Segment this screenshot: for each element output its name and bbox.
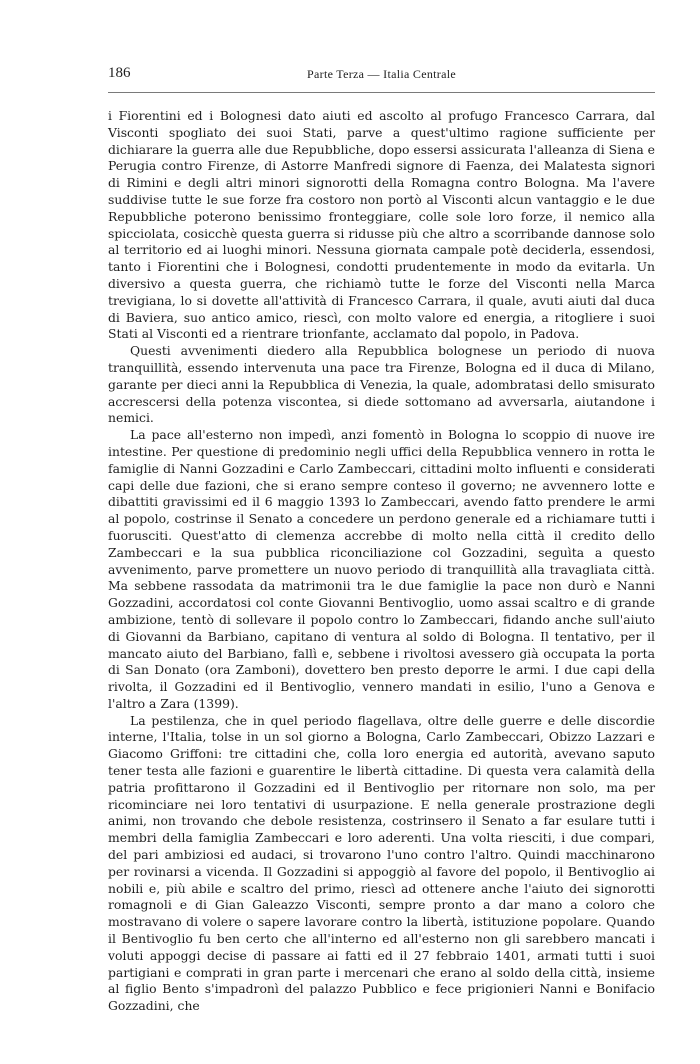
paragraph: Questi avvenimenti diedero alla Repubblica bolognese un periodo di nuova tranquillità, essendo intervenuta una pace tra Firenze, Bologna ed il duca di Milano, garante per dieci anni la Repubblica di Venezia, la quale, adombratasi dello smisurato accrescersi della potenza viscontea, si diede sottomano ad avversarla, aiutandone i nemici. xyxy=(108,343,655,426)
paragraph: i Fiorentini ed i Bolognesi dato aiuti ed ascolto al profugo Francesco Carrara, dal Visconti spogliato dei suoi Stati, parve a quest'ultimo ragione sufficiente per dichiarare la guerra alle due Repubbliche, dopo essersi assicurata l'alleanza di Siena e Perugia contro Firenze, di Astorre Manfredi signore di Faenza, dei Malatesta signori di Rimini e degli altri minori signorotti della Romagna contro Bologna. Ma l'avere suddivise tutte le sue forze fra costoro non portò al Visconti alcun vantaggio e le due Repubbliche poterono benissimo fronteggiare, colle sole loro forze, il nemico alla spicciolata, cosicchè questa guerra si ridusse più che altro a scorribande dannose solo al territorio ed ai luoghi minori. Nessuna giornata campale potè deciderla, essendosi, tanto i Fiorentini che i Bolognesi, condotti prudentemente in modo da evitarla. Un diversivo a questa guerra, che richiamò tutte le forze del Visconti nella Marca trevigiana, lo si dovette all'attività di Francesco Carrara, il quale, avuti aiuti dal duca di Baviera, suo antico amico, riescì, con molto valore ed energia, a ritogliere i suoi Stati al Visconti ed a rientrare trionfante, acclamato dal popolo, in Padova. xyxy=(108,108,656,342)
paragraph: La pestilenza, che in quel periodo flagellava, oltre delle guerre e delle discordie interne, l'Italia, tolse in un sol giorno a Bologna, Carlo Zambeccari, Obizzo Lazzari e Giacomo Griffoni: tre cittadini che, colla loro energia ed autorità, avevano saputo tener testa alle fazioni e guarentire le libertà cittadine. Di questa vera calamità della patria profittarono il Gozzadini ed il Bentivoglio per ritornare non solo, ma per ricominciare nei loro tentativi di usurpazione. E nella generale prostrazione degli animi, non trovando che debole resistenza, costrinsero il Senato a far esulare tutti i membri della famiglia Zambeccari e loro aderenti. Una volta riesciti, i due compari, del pari ambiziosi ed audaci, si trovarono l'uno contro l'altro. Quindi macchinarono per rovinarsi a vicenda. Il Gozzadini si appoggiò al favore del popolo, il Bentivoglio ai nobili e, più abile e scaltro del primo, riescì ad ottenere anche l'aiuto dei signorotti romagnoli e di Gian Galeazzo Visconti, sempre pronto a dar mano a coloro che mostravano di volere o sapere lavorare contro la libertà, istituzione popolare. Quando il Bentivoglio fu ben certo che all'interno ed all'esterno non gli sarebbero mancati i voluti appoggi decise di passare ai fatti ed il 27 febbraio 1401, armati tutti i suoi partigiani e comprati in gran parte i mercenari che erano al soldo della città, insieme al figlio Bento s'impadronì del palazzo Pubblico e fece prigionieri Nanni e Bonifacio Gozzadini, che xyxy=(108,712,655,1014)
page-number: 186 xyxy=(108,65,131,81)
page-header xyxy=(108,64,655,82)
paragraph: La pace all'esterno non impedì, anzi fomentò in Bologna lo scoppio di nuove ire intestine. Per questione di predominio negli uffici della Repubblica vennero in rotta le famiglie di Nanni Gozzadini e Carlo Zambeccari, cittadini molto influenti e considerati capi delle due fazioni, che si erano sempre conteso il governo; ne avvennero lotte e dibattiti gravissimi ed il 6 maggio 1393 lo Zambeccari, avendo fatto prendere le armi al popolo, costrinse il Senato a concedere un perdono generale ed a richiamare tutti i fuorusciti. Quest'atto di clemenza accrebbe di molto nella città il credito dello Zambeccari e la sua pubblica riconciliazione col Gozzadini, seguìta a questo avvenimento, parve promettere un nuovo periodo di tranquillità alla travagliata città. Ma sebbene rassodata da matrimonii tra le due famiglie la pace non durò e Nanni Gozzadini, accordatosi col conte Giovanni Bentivoglio, uomo assai scaltro e di grande ambizione, tentò di sollevare il popolo contro lo Zambeccari, fidando anche sull'aiuto di Giovanni da Barbiano, capitano di ventura al soldo di Bologna. Il tentativo, per il mancato aiuto del Barbiano, fallì e, sebbene i rivoltosi avessero già occupata la porta di San Donato (ora Zamboni), dovettero ben presto deporre le armi. I due capi della rivolta, il Gozzadini ed il Bentivoglio, vennero mandati in esilio, l'uno a Genova e l'altro a Zara (1399). xyxy=(108,427,655,711)
body-text xyxy=(108,108,655,1015)
header-rule xyxy=(108,92,655,93)
running-title: Parte Terza — Italia Centrale xyxy=(307,67,456,81)
